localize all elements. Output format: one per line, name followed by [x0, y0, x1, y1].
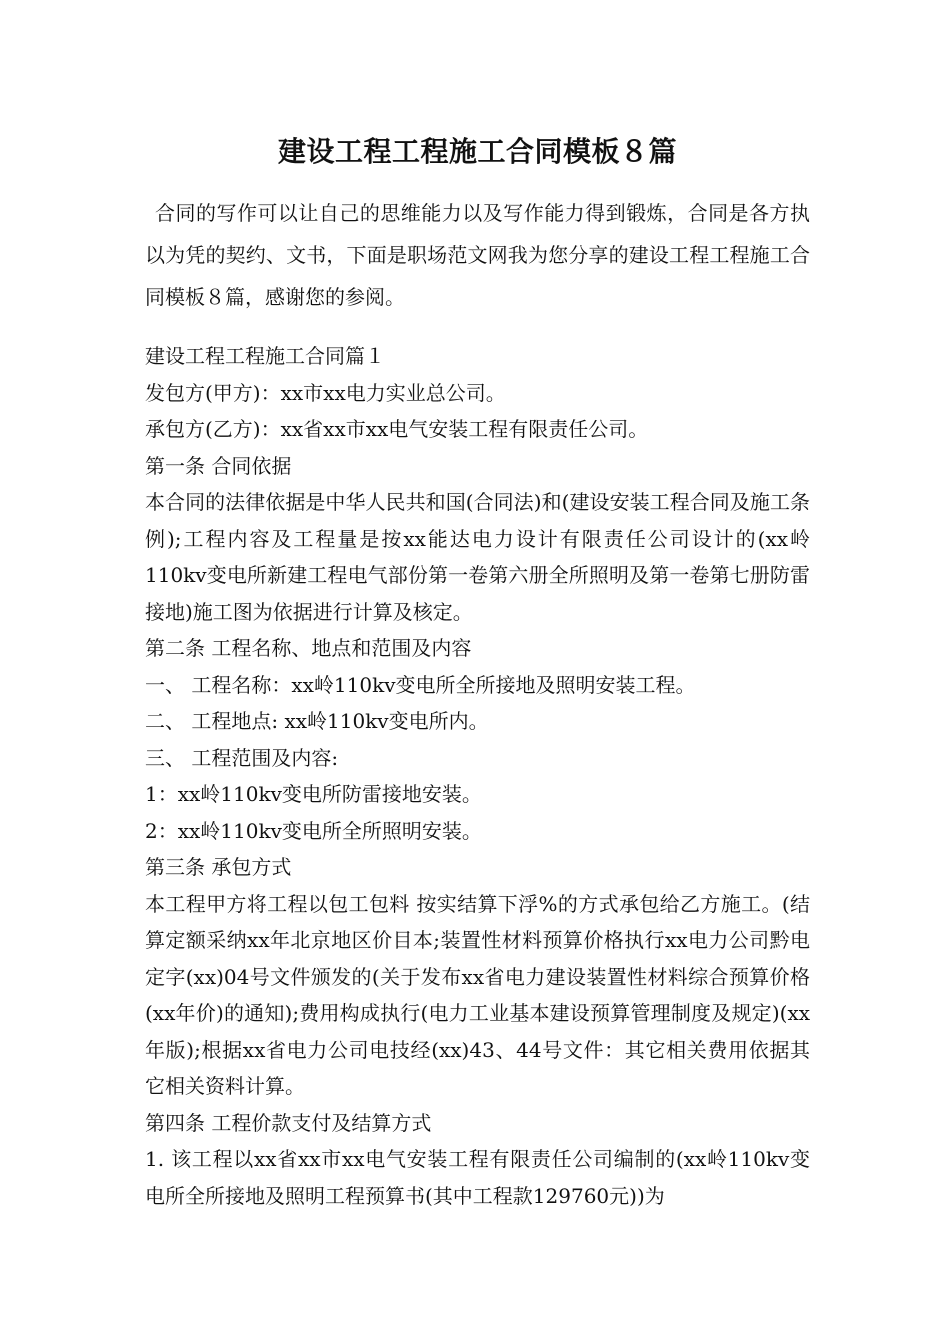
- contract-body: [145, 338, 810, 1214]
- document-title: 建设工程工程施工合同模板８篇: [277, 135, 677, 168]
- intro-paragraph: 合同的写作可以让自己的思维能力以及写作能力得到锻炼，合同是各方执以为凭的契约、文书，下面是职场范文网我为您分享的建设工程工程施工合同模板８篇，感谢您的参阅。: [145, 201, 810, 309]
- article-4-heading: 第四条 工程价款支付及结算方式: [145, 1110, 432, 1135]
- article-1-text: 本合同的法律依据是中华人民共和国(合同法)和(建设安装工程合同及施工条例);工程内容及工程量是按xx能达电力设计有限责任公司设计的(xx岭110kv变电所新建工程电气部份第一卷第六册全所照明及第一卷第七册防雷接地)施工图为依据进行计算及核定。: [145, 490, 810, 624]
- party-b-line: 承包方(乙方)：xx省xx市xx电气安装工程有限责任公司。: [145, 417, 649, 441]
- article-2-item-3: 三、 工程范围及内容:: [145, 745, 339, 770]
- party-a-line: 发包方(甲方)：xx市xx电力实业总公司。: [145, 380, 506, 405]
- article-2-sub-2: 2：xx岭110kv变电所全所照明安装。: [145, 818, 482, 843]
- section-heading: 建设工程工程施工合同篇１: [145, 344, 385, 368]
- article-3-heading: 第三条 承包方式: [145, 855, 292, 879]
- article-2-heading: 第二条 工程名称、地点和范围及内容: [145, 636, 472, 660]
- article-1-heading: 第一条 合同依据: [145, 453, 292, 478]
- article-4-item-1: 1. 该工程以xx省xx市xx电气安装工程有限责任公司编制的(xx岭110kv变电所全所接地及照明工程预算书(其中工程款129760元))为: [145, 1147, 810, 1208]
- article-2-item-1: 一、 工程名称：xx岭110kv变电所全所接地及照明安装工程。: [145, 672, 696, 697]
- article-2-item-2: 二、 工程地点: xx岭110kv变电所内。: [145, 709, 489, 733]
- article-3-text: 本工程甲方将工程以包工包料 按实结算下浮%的方式承包给乙方施工。(结算定额采纳xx年北京地区价目本;装置性材料预算价格执行xx电力公司黔电定字(xx)04号文件颁发的(关于发布xx省电力建设装置性材料综合预算价格(xx年价)的通知);费用构成执行(电力工业基本建设预算管理制度及规定)(xx年版);根据xx省电力公司电技经(xx)43、44号文件：其它相关费用依据其它相关资料计算。: [145, 891, 810, 1098]
- article-2-sub-1: 1：xx岭110kv变电所防雷接地安装。: [145, 782, 482, 806]
